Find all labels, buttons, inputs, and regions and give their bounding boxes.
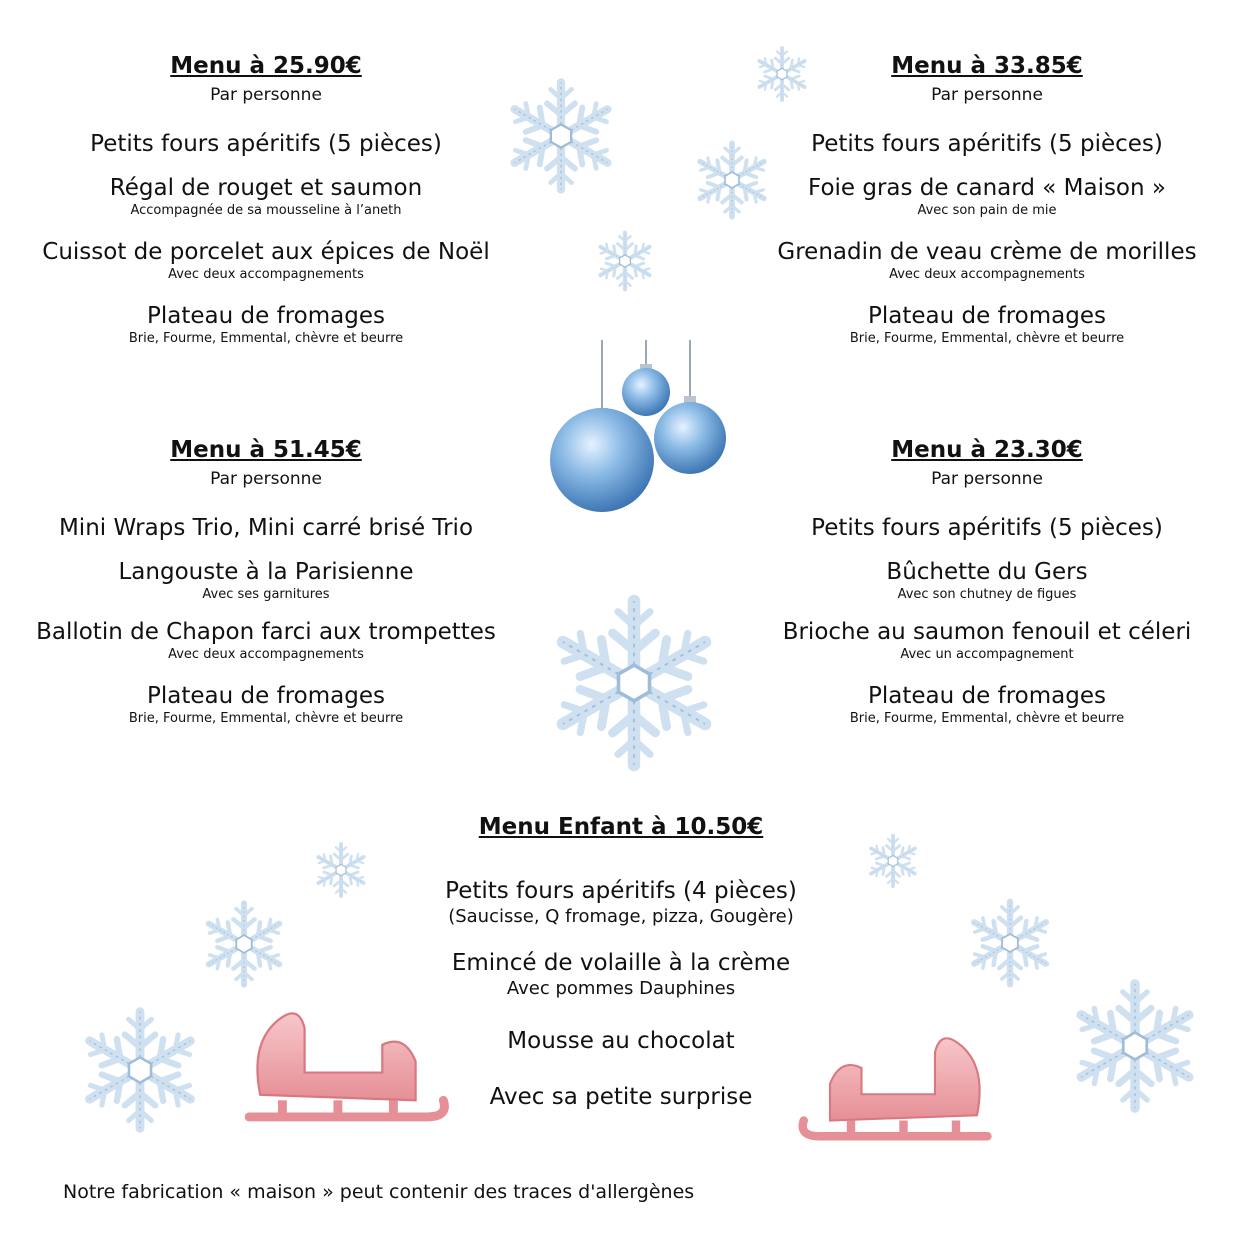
- item-sub: Avec son chutney de figues: [897, 587, 1077, 602]
- snowflake-icon: [58, 994, 222, 1146]
- menu-item: [420, 1028, 822, 1054]
- per-person: Par personne: [210, 469, 322, 489]
- menu-item: [30, 131, 502, 157]
- menu-item: [750, 619, 1224, 663]
- item-name: Cuissot de porcelet aux épices de Noël: [42, 239, 490, 265]
- ornament-icon: [548, 340, 748, 520]
- menu-title: Menu à 25.90€: [170, 53, 362, 79]
- menu-item: [420, 1084, 822, 1110]
- menu-item: [420, 950, 822, 1000]
- item-name: Plateau de fromages: [868, 683, 1106, 709]
- item-name: Petits fours apéritifs (5 pièces): [811, 515, 1163, 541]
- menu-item: [750, 175, 1224, 219]
- snowflake-icon: [858, 828, 928, 894]
- per-person: Par personne: [931, 85, 1043, 105]
- menu-item: [750, 515, 1224, 541]
- item-sub: Accompagnée de sa mousseline à l’aneth: [130, 203, 402, 218]
- item-name: Emincé de volaille à la crème: [451, 950, 791, 976]
- snowflake-icon: [956, 885, 1064, 1001]
- item-name: Plateau de fromages: [868, 303, 1106, 329]
- menu-item: [30, 175, 502, 219]
- menu-title: Menu Enfant à 10.50€: [478, 814, 764, 840]
- item-name: Langouste à la Parisienne: [118, 559, 414, 585]
- item-sub: Avec deux accompagnements: [168, 647, 364, 662]
- item-sub: (Saucisse, Q fromage, pizza, Gougère): [448, 906, 794, 927]
- item-sub: Brie, Fourme, Emmental, chèvre et beurre: [849, 331, 1125, 346]
- item-name: Petits fours apéritifs (5 pièces): [90, 131, 442, 157]
- item-name: Foie gras de canard « Maison »: [808, 175, 1166, 201]
- item-name: Régal de rouget et saumon: [109, 175, 423, 201]
- menu-item: [750, 559, 1224, 603]
- item-sub: Avec ses garnitures: [202, 587, 330, 602]
- menu-item: [30, 303, 502, 347]
- item-sub: Avec pommes Dauphines: [506, 978, 736, 999]
- item-name: Mousse au chocolat: [507, 1028, 735, 1054]
- menu-item: [30, 683, 502, 727]
- allergen-notice: Notre fabrication « maison » peut contenir des traces d'allergènes: [63, 1181, 695, 1203]
- kids-menu: [420, 814, 822, 1110]
- item-sub: Avec deux accompagnements: [889, 267, 1085, 282]
- menu-item: [750, 239, 1224, 283]
- item-sub: Avec son pain de mie: [917, 203, 1057, 218]
- menu-item: [30, 515, 502, 541]
- item-name: Avec sa petite surprise: [489, 1084, 753, 1110]
- item-sub: Brie, Fourme, Emmental, chèvre et beurre: [128, 331, 404, 346]
- item-name: Ballotin de Chapon farci aux trompettes: [36, 619, 496, 645]
- snowflake-icon: [1054, 962, 1216, 1130]
- menu-card-1: [30, 53, 502, 347]
- item-name: Petits fours apéritifs (5 pièces): [811, 131, 1163, 157]
- menu-item: [30, 619, 502, 663]
- snowflake-icon: [505, 576, 763, 790]
- item-sub: Avec deux accompagnements: [168, 267, 364, 282]
- menu-item: [30, 559, 502, 603]
- snowflake-icon: [307, 836, 375, 904]
- menu-card-3: [30, 437, 502, 727]
- menu-item: [420, 878, 822, 928]
- menu-card-4: [750, 437, 1224, 727]
- per-person: Par personne: [210, 85, 322, 105]
- item-name: Petits fours apéritifs (4 pièces): [445, 878, 797, 904]
- menu-item: [750, 303, 1224, 347]
- menu-item: [750, 683, 1224, 727]
- item-name: Plateau de fromages: [147, 303, 385, 329]
- menu-title: Menu à 51.45€: [170, 437, 362, 463]
- item-sub: Brie, Fourme, Emmental, chèvre et beurre: [849, 711, 1125, 726]
- menu-item: [750, 131, 1224, 157]
- menu-card-2: [750, 53, 1224, 347]
- menu-title: Menu à 23.30€: [891, 437, 1083, 463]
- item-sub: Avec un accompagnement: [900, 647, 1074, 662]
- item-name: Bûchette du Gers: [886, 559, 1088, 585]
- item-name: Grenadin de veau crème de morilles: [777, 239, 1197, 265]
- per-person: Par personne: [931, 469, 1043, 489]
- snowflake-icon: [586, 224, 664, 298]
- menu-item: [30, 239, 502, 283]
- menu-title: Menu à 33.85€: [891, 53, 1083, 79]
- item-name: Brioche au saumon fenouil et céleri: [782, 619, 1192, 645]
- item-sub: Brie, Fourme, Emmental, chèvre et beurre: [128, 711, 404, 726]
- item-name: Plateau de fromages: [147, 683, 385, 709]
- item-name: Mini Wraps Trio, Mini carré brisé Trio: [58, 515, 474, 541]
